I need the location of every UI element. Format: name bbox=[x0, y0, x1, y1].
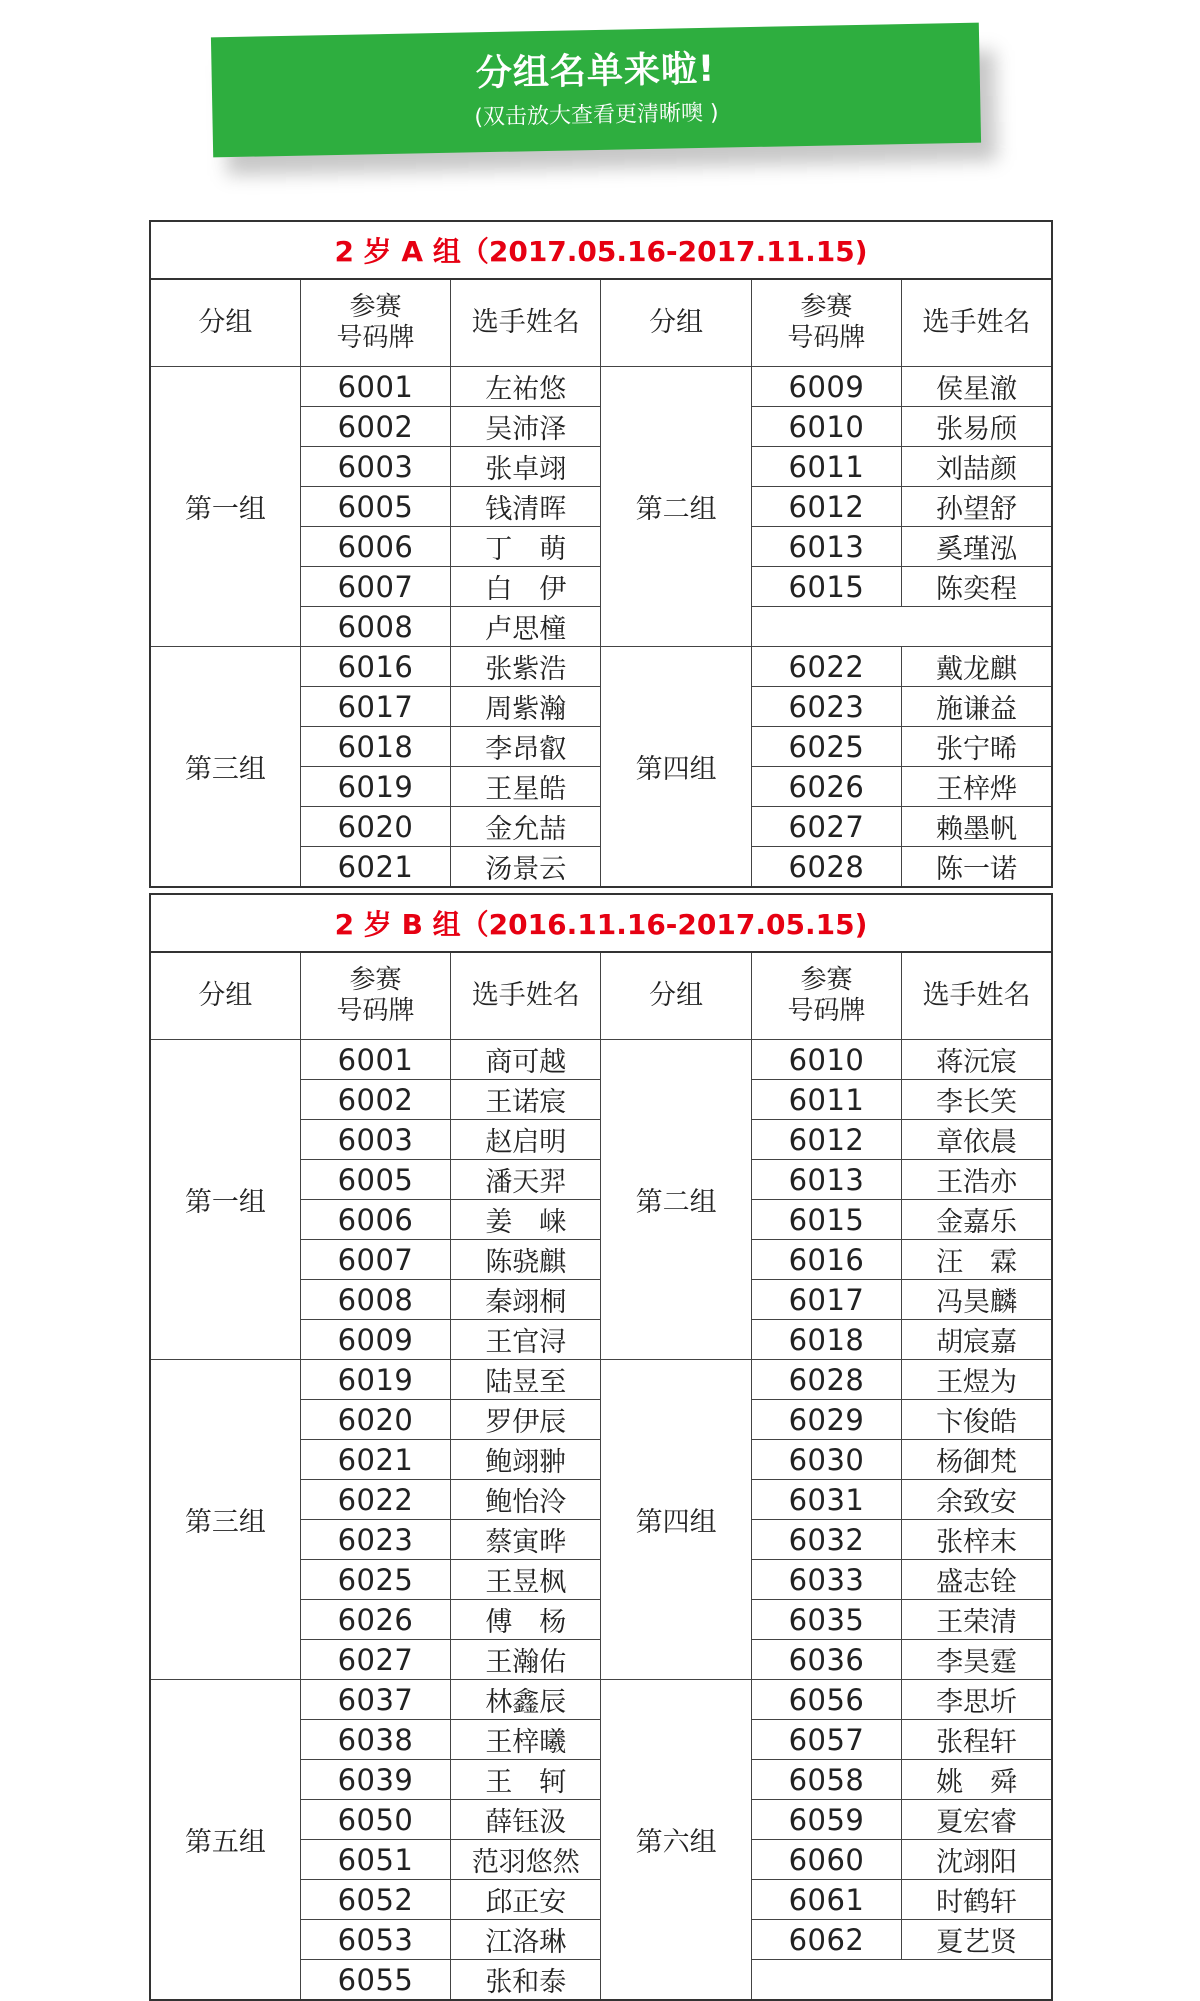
group-label: 第三组 bbox=[150, 647, 300, 888]
group-label: 第一组 bbox=[150, 367, 300, 647]
table-title: 2 岁 B 组（2016.11.16-2017.05.15) bbox=[150, 894, 1052, 952]
player-name: 左祐悠 bbox=[451, 367, 601, 407]
player-name: 杨御梵 bbox=[902, 1440, 1052, 1480]
player-number: 6026 bbox=[751, 767, 901, 807]
roster-table-b bbox=[149, 893, 1053, 2001]
player-number: 6061 bbox=[751, 1880, 901, 1920]
player-number: 6016 bbox=[751, 1240, 901, 1280]
player-name: 王诺宸 bbox=[451, 1080, 601, 1120]
player-name: 薛钰汲 bbox=[451, 1800, 601, 1840]
player-number: 6035 bbox=[751, 1600, 901, 1640]
player-number: 6017 bbox=[300, 687, 450, 727]
player-name: 赵启明 bbox=[451, 1120, 601, 1160]
player-name: 姜 崃 bbox=[451, 1200, 601, 1240]
player-number: 6006 bbox=[300, 527, 450, 567]
player-number: 6060 bbox=[751, 1840, 901, 1880]
player-name: 冯昊麟 bbox=[902, 1280, 1052, 1320]
group-label: 第一组 bbox=[150, 1040, 300, 1360]
player-name: 张宁晞 bbox=[902, 727, 1052, 767]
header-number-line2: 号码牌 bbox=[336, 996, 415, 1026]
player-name: 周紫瀚 bbox=[451, 687, 601, 727]
player-number: 6017 bbox=[751, 1280, 901, 1320]
header-number bbox=[300, 279, 450, 367]
player-name: 吴沛泽 bbox=[451, 407, 601, 447]
player-name: 蔡寅晔 bbox=[451, 1520, 601, 1560]
player-number: 6013 bbox=[751, 1160, 901, 1200]
player-name: 夏艺贤 bbox=[902, 1920, 1052, 1960]
player-number: 6020 bbox=[300, 1400, 450, 1440]
player-name: 奚瑾泓 bbox=[902, 527, 1052, 567]
player-number: 6001 bbox=[300, 1040, 450, 1080]
player-name: 李长笑 bbox=[902, 1080, 1052, 1120]
header-row bbox=[150, 279, 1052, 367]
player-number: 6019 bbox=[300, 1360, 450, 1400]
player-number: 6011 bbox=[751, 1080, 901, 1120]
player-name: 汪 霖 bbox=[902, 1240, 1052, 1280]
header-number-line1: 参赛 bbox=[349, 964, 402, 995]
player-name: 盛志铨 bbox=[902, 1560, 1052, 1600]
player-name: 江洛琳 bbox=[451, 1920, 601, 1960]
player-number: 6009 bbox=[300, 1320, 450, 1360]
player-name: 张易颀 bbox=[902, 407, 1052, 447]
player-name: 侯星澈 bbox=[902, 367, 1052, 407]
player-name: 秦翊桐 bbox=[451, 1280, 601, 1320]
player-number: 6028 bbox=[751, 1360, 901, 1400]
player-number: 6006 bbox=[300, 1200, 450, 1240]
header-row bbox=[150, 952, 1052, 1040]
player-number: 6026 bbox=[300, 1600, 450, 1640]
group-label: 第四组 bbox=[601, 647, 751, 888]
player-name: 时鹤轩 bbox=[902, 1880, 1052, 1920]
header-number bbox=[751, 952, 901, 1040]
player-name: 王官浔 bbox=[451, 1320, 601, 1360]
table-row bbox=[150, 1680, 1052, 1720]
player-number: 6050 bbox=[300, 1800, 450, 1840]
header-group: 分组 bbox=[601, 952, 751, 1040]
player-name: 林鑫辰 bbox=[451, 1680, 601, 1720]
player-name: 张程轩 bbox=[902, 1720, 1052, 1760]
player-number: 6001 bbox=[300, 367, 450, 407]
player-number: 6029 bbox=[751, 1400, 901, 1440]
player-name: 陆昱至 bbox=[451, 1360, 601, 1400]
player-name: 罗伊辰 bbox=[451, 1400, 601, 1440]
player-number: 6022 bbox=[300, 1480, 450, 1520]
player-name: 卞俊皓 bbox=[902, 1400, 1052, 1440]
player-number: 6027 bbox=[751, 807, 901, 847]
player-name: 夏宏睿 bbox=[902, 1800, 1052, 1840]
player-number: 6018 bbox=[300, 727, 450, 767]
banner bbox=[212, 30, 990, 160]
player-number: 6032 bbox=[751, 1520, 901, 1560]
player-number: 6010 bbox=[751, 407, 901, 447]
table-row bbox=[150, 1040, 1052, 1080]
table-row bbox=[150, 1360, 1052, 1400]
header-number bbox=[300, 952, 450, 1040]
roster-table bbox=[149, 220, 1053, 888]
player-number: 6055 bbox=[300, 1960, 450, 2001]
header-group: 分组 bbox=[150, 279, 300, 367]
player-name: 邱正安 bbox=[451, 1880, 601, 1920]
header-group: 分组 bbox=[150, 952, 300, 1040]
header-number bbox=[751, 279, 901, 367]
header-name: 选手姓名 bbox=[902, 952, 1052, 1040]
player-number: 6020 bbox=[300, 807, 450, 847]
player-number: 6002 bbox=[300, 407, 450, 447]
player-number: 6027 bbox=[300, 1640, 450, 1680]
player-name: 赖墨帆 bbox=[902, 807, 1052, 847]
player-number: 6028 bbox=[751, 847, 901, 888]
roster-table-a bbox=[149, 220, 1053, 888]
player-number: 6038 bbox=[300, 1720, 450, 1760]
player-number: 6056 bbox=[751, 1680, 901, 1720]
player-name: 金允喆 bbox=[451, 807, 601, 847]
group-label: 第二组 bbox=[601, 1040, 751, 1360]
table-title-row bbox=[150, 894, 1052, 952]
player-number: 6037 bbox=[300, 1680, 450, 1720]
player-number: 6021 bbox=[300, 1440, 450, 1480]
header-name: 选手姓名 bbox=[451, 279, 601, 367]
player-name: 戴龙麒 bbox=[902, 647, 1052, 687]
empty-cell bbox=[751, 607, 1052, 647]
player-name: 沈翊阳 bbox=[902, 1840, 1052, 1880]
player-number: 6025 bbox=[751, 727, 901, 767]
player-number: 6007 bbox=[300, 1240, 450, 1280]
player-name: 钱清晖 bbox=[451, 487, 601, 527]
header-name: 选手姓名 bbox=[902, 279, 1052, 367]
player-number: 6005 bbox=[300, 487, 450, 527]
player-name: 章依晨 bbox=[902, 1120, 1052, 1160]
player-number: 6009 bbox=[751, 367, 901, 407]
player-name: 白 伊 bbox=[451, 567, 601, 607]
player-number: 6011 bbox=[751, 447, 901, 487]
player-name: 王浩亦 bbox=[902, 1160, 1052, 1200]
player-number: 6062 bbox=[751, 1920, 901, 1960]
player-name: 潘天羿 bbox=[451, 1160, 601, 1200]
group-label: 第五组 bbox=[150, 1680, 300, 2001]
player-name: 陈骁麒 bbox=[451, 1240, 601, 1280]
player-name: 陈一诺 bbox=[902, 847, 1052, 888]
player-number: 6005 bbox=[300, 1160, 450, 1200]
empty-cell bbox=[751, 1960, 1052, 2001]
player-number: 6012 bbox=[751, 487, 901, 527]
player-number: 6025 bbox=[300, 1560, 450, 1600]
player-name: 姚 舜 bbox=[902, 1760, 1052, 1800]
player-number: 6019 bbox=[300, 767, 450, 807]
player-name: 李昂叡 bbox=[451, 727, 601, 767]
header-number-line2: 号码牌 bbox=[787, 996, 866, 1026]
player-number: 6012 bbox=[751, 1120, 901, 1160]
player-number: 6003 bbox=[300, 447, 450, 487]
player-name: 王 轲 bbox=[451, 1760, 601, 1800]
table-row bbox=[150, 367, 1052, 407]
player-number: 6008 bbox=[300, 607, 450, 647]
player-number: 6053 bbox=[300, 1920, 450, 1960]
player-name: 王瀚佑 bbox=[451, 1640, 601, 1680]
player-number: 6016 bbox=[300, 647, 450, 687]
table-title-row bbox=[150, 221, 1052, 279]
table-row bbox=[150, 647, 1052, 687]
table-title: 2 岁 A 组（2017.05.16-2017.11.15) bbox=[150, 221, 1052, 279]
player-number: 6052 bbox=[300, 1880, 450, 1920]
header-number-line1: 参赛 bbox=[800, 291, 853, 322]
player-name: 施谦益 bbox=[902, 687, 1052, 727]
banner-ribbon bbox=[211, 23, 981, 158]
player-number: 6013 bbox=[751, 527, 901, 567]
player-name: 王昱枫 bbox=[451, 1560, 601, 1600]
player-name: 丁 萌 bbox=[451, 527, 601, 567]
player-name: 范羽悠然 bbox=[451, 1840, 601, 1880]
player-name: 鲍翊翀 bbox=[451, 1440, 601, 1480]
player-number: 6039 bbox=[300, 1760, 450, 1800]
player-name: 刘喆颜 bbox=[902, 447, 1052, 487]
player-number: 6003 bbox=[300, 1120, 450, 1160]
header-number-line2: 号码牌 bbox=[336, 323, 415, 353]
player-number: 6057 bbox=[751, 1720, 901, 1760]
player-number: 6015 bbox=[751, 1200, 901, 1240]
player-name: 余致安 bbox=[902, 1480, 1052, 1520]
player-number: 6033 bbox=[751, 1560, 901, 1600]
player-number: 6015 bbox=[751, 567, 901, 607]
player-name: 张紫浩 bbox=[451, 647, 601, 687]
player-name: 胡宸嘉 bbox=[902, 1320, 1052, 1360]
player-name: 王煜为 bbox=[902, 1360, 1052, 1400]
header-number-line1: 参赛 bbox=[349, 291, 402, 322]
player-name: 李昊霆 bbox=[902, 1640, 1052, 1680]
player-name: 卢思橦 bbox=[451, 607, 601, 647]
player-name: 王梓曦 bbox=[451, 1720, 601, 1760]
player-number: 6018 bbox=[751, 1320, 901, 1360]
player-name: 孙望舒 bbox=[902, 487, 1052, 527]
player-number: 6023 bbox=[751, 687, 901, 727]
group-label: 第二组 bbox=[601, 367, 751, 647]
player-number: 6030 bbox=[751, 1440, 901, 1480]
banner-title: 分组名单来啦! bbox=[475, 48, 716, 95]
player-name: 陈奕程 bbox=[902, 567, 1052, 607]
player-name: 张梓末 bbox=[902, 1520, 1052, 1560]
header-number-line1: 参赛 bbox=[800, 964, 853, 995]
group-label: 第三组 bbox=[150, 1360, 300, 1680]
player-number: 6036 bbox=[751, 1640, 901, 1680]
player-name: 鲍怡泠 bbox=[451, 1480, 601, 1520]
roster-table bbox=[149, 893, 1053, 2001]
player-number: 6031 bbox=[751, 1480, 901, 1520]
player-name: 张和泰 bbox=[451, 1960, 601, 2001]
player-name: 王星皓 bbox=[451, 767, 601, 807]
player-number: 6008 bbox=[300, 1280, 450, 1320]
banner-subtitle: (双击放大查看更清晰噢 ) bbox=[474, 101, 719, 131]
player-name: 金嘉乐 bbox=[902, 1200, 1052, 1240]
player-name: 汤景云 bbox=[451, 847, 601, 888]
header-number-line2: 号码牌 bbox=[787, 323, 866, 353]
player-number: 6007 bbox=[300, 567, 450, 607]
player-number: 6058 bbox=[751, 1760, 901, 1800]
player-number: 6021 bbox=[300, 847, 450, 888]
player-name: 商可越 bbox=[451, 1040, 601, 1080]
player-number: 6002 bbox=[300, 1080, 450, 1120]
header-name: 选手姓名 bbox=[451, 952, 601, 1040]
player-name: 蒋沅宸 bbox=[902, 1040, 1052, 1080]
player-name: 王梓烨 bbox=[902, 767, 1052, 807]
player-number: 6010 bbox=[751, 1040, 901, 1080]
player-name: 张卓翊 bbox=[451, 447, 601, 487]
player-number: 6022 bbox=[751, 647, 901, 687]
player-number: 6059 bbox=[751, 1800, 901, 1840]
player-name: 王荣清 bbox=[902, 1600, 1052, 1640]
group-label: 第四组 bbox=[601, 1360, 751, 1680]
header-group: 分组 bbox=[601, 279, 751, 367]
player-name: 李思圻 bbox=[902, 1680, 1052, 1720]
group-label: 第六组 bbox=[601, 1680, 751, 2001]
player-number: 6051 bbox=[300, 1840, 450, 1880]
player-number: 6023 bbox=[300, 1520, 450, 1560]
player-name: 傅 杨 bbox=[451, 1600, 601, 1640]
